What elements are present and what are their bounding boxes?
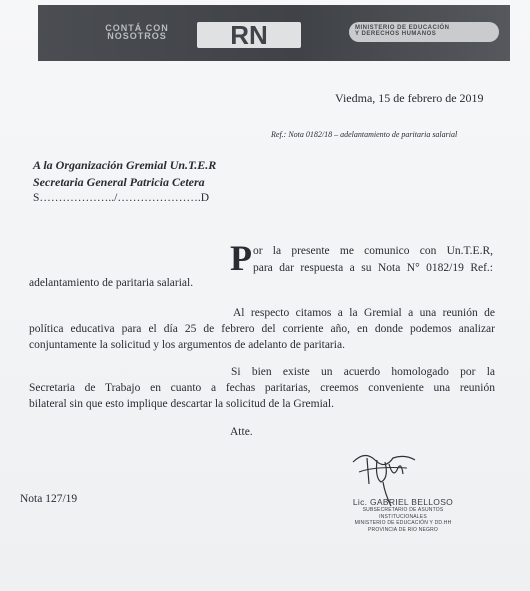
- paragraph-1-line-2: para dar respuesta a su Nota N° 0182/19 Ref.:: [253, 262, 493, 274]
- letter-date: Viedma, 15 de febrero de 2019: [335, 91, 484, 105]
- rn-logo-icon: [197, 22, 301, 48]
- paragraph-2-line-2: política educativa para el día 25 de febrero del corriente año, en donde podemos analizar: [29, 323, 495, 335]
- slogan-line-2: NOSOTROS: [107, 31, 167, 41]
- signatory-title: SUBSECRETARIO DE ASUNTOS INSTITUCIONALES: [362, 507, 444, 520]
- logo-text: RN: [230, 22, 268, 48]
- paragraph-1-line-3: adelantamiento de paritaria salarial.: [29, 277, 194, 289]
- signature-block: [338, 497, 468, 533]
- ministry-line-1: MINISTERIO DE EDUCACIÓN: [355, 25, 450, 31]
- signatory-province: PROVINCIA DE RIO NEGRO: [368, 526, 438, 533]
- note-number: Nota 127/19: [20, 493, 78, 505]
- recipient-address: S………………../………………….D: [33, 192, 210, 204]
- recipient-organization: A la Organización Gremial Un.T.E.R: [33, 158, 217, 172]
- letterhead-banner: [38, 5, 510, 61]
- reference-line: Ref.: Nota 0182/18 – adelantamiento de paritaria salarial: [271, 130, 458, 139]
- slogan: [82, 24, 192, 40]
- paragraph-1-line-1: or la presente me comunico con Un.T.E.R,: [253, 245, 493, 257]
- paragraph-3-line-1: Si bien existe un acuerdo homologado por la: [231, 366, 495, 378]
- paragraph-2-line-3: conjuntamente la solicitud y los argumentos de adelanto de paritaria.: [29, 339, 345, 351]
- signatory-ministry: MINISTERIO DE EDUCACIÓN Y DD.HH: [354, 520, 452, 526]
- slogan-line-1: CONTÁ CON: [105, 23, 169, 33]
- recipient-name: Secretaria General Patricia Cetera: [33, 175, 205, 189]
- closing: Atte.: [230, 426, 253, 438]
- ministry-badge: [349, 22, 499, 42]
- paragraph-3-line-3: bilateral sin que esto implique descartar la solicitud de la Gremial.: [29, 398, 334, 410]
- paragraph-2-line-1: Al respecto citamos a la Gremial a una reunión de: [233, 307, 495, 319]
- signatory-name: Lic. GABRIEL BELLOSO: [352, 497, 454, 507]
- paragraph-3-line-2: Secretaria de Trabajo en cuanto a fechas paritarias, creemos conveniente una reunión: [29, 382, 495, 394]
- ministry-line-2: Y DERECHOS HUMANOS: [355, 31, 437, 37]
- drop-cap: P: [230, 238, 252, 278]
